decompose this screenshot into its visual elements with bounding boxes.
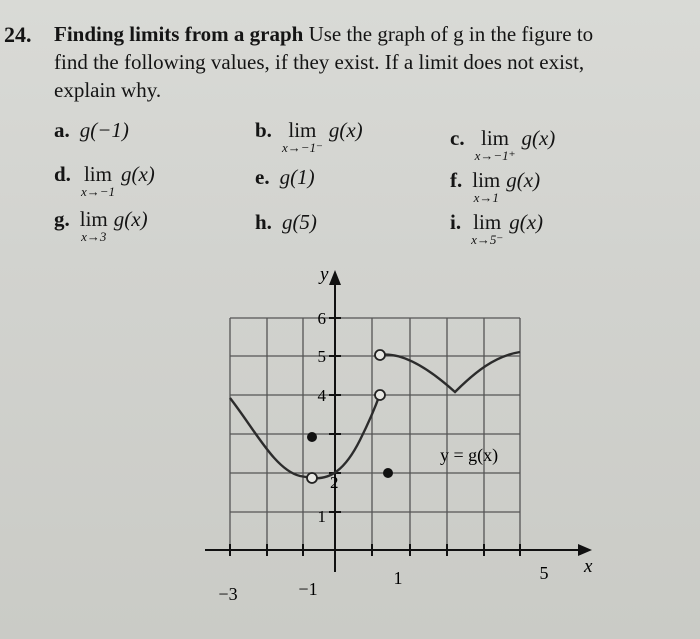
problem-number: 24. bbox=[4, 22, 32, 47]
part-expr: g(−1) bbox=[79, 118, 129, 142]
part-label: h. bbox=[255, 210, 272, 234]
y-tick-label: 5 bbox=[317, 347, 326, 366]
part-label: c. bbox=[450, 126, 465, 150]
problem-intro-1: Use the graph of g in the figure to bbox=[308, 22, 594, 46]
curve-middle-branch bbox=[312, 394, 380, 478]
part-label: b. bbox=[255, 118, 272, 142]
lim-sub: x→−1 bbox=[80, 184, 115, 199]
curve-label: y = g(x) bbox=[440, 445, 499, 465]
curve-right-branch bbox=[380, 352, 520, 392]
part-expr: g(x) bbox=[120, 162, 155, 186]
x-tick-label: 1 bbox=[393, 568, 403, 588]
y-tick-label: 4 bbox=[317, 386, 326, 405]
lim-word: lim bbox=[83, 162, 112, 186]
part-label: e. bbox=[255, 165, 270, 189]
lim-sub: x→5⁻ bbox=[471, 232, 504, 247]
problem-intro-2: find the following values, if they exist. If a limit does not exist, bbox=[54, 50, 585, 74]
part-label: d. bbox=[54, 162, 71, 186]
part-expr: g(x) bbox=[509, 210, 544, 234]
part-label: f. bbox=[450, 168, 463, 192]
curve-left-branch bbox=[230, 398, 312, 478]
problem-intro-3: explain why. bbox=[54, 78, 162, 102]
part-expr: g(x) bbox=[521, 126, 556, 150]
x-tick-label: −3 bbox=[218, 584, 238, 604]
open-point-x1-upper bbox=[375, 350, 385, 360]
lim-sub: x→−1⁻ bbox=[281, 140, 323, 155]
y-axis-arrow bbox=[329, 270, 341, 285]
lim-word: lim bbox=[288, 118, 317, 142]
lim-word: lim bbox=[79, 207, 108, 231]
problem-title: Finding limits from a graph bbox=[54, 22, 304, 46]
lim-sub: x→3 bbox=[81, 229, 107, 244]
filled-point-x-neg1 bbox=[307, 432, 317, 442]
x-axis-label: x bbox=[584, 556, 593, 577]
part-label: a. bbox=[54, 118, 70, 142]
x-tick-label: −1 bbox=[298, 579, 318, 599]
part-label: g. bbox=[54, 207, 70, 231]
part-expr: g(x) bbox=[506, 168, 541, 192]
lim-word: lim bbox=[473, 210, 502, 234]
filled-point-x1 bbox=[383, 468, 393, 478]
part-expr: g(5) bbox=[281, 210, 317, 234]
part-expr: g(1) bbox=[279, 165, 315, 189]
part-expr: g(x) bbox=[113, 207, 148, 231]
lim-sub: x→−1⁺ bbox=[474, 148, 516, 163]
lim-word: lim bbox=[481, 126, 510, 150]
open-point-x1-lower bbox=[375, 390, 385, 400]
x-axis-arrow bbox=[578, 544, 592, 556]
open-point-x-neg1 bbox=[307, 473, 317, 483]
part-expr: g(x) bbox=[328, 118, 363, 142]
y-tick-label: 1 bbox=[317, 507, 326, 526]
y-tick-label: 2 bbox=[330, 473, 339, 492]
part-label: i. bbox=[450, 210, 462, 234]
lim-sub: x→1 bbox=[473, 190, 499, 205]
x-tick-label: 5 bbox=[539, 563, 549, 583]
y-tick-label: 6 bbox=[317, 309, 326, 328]
y-axis-label: y bbox=[320, 264, 329, 285]
lim-word: lim bbox=[472, 168, 501, 192]
